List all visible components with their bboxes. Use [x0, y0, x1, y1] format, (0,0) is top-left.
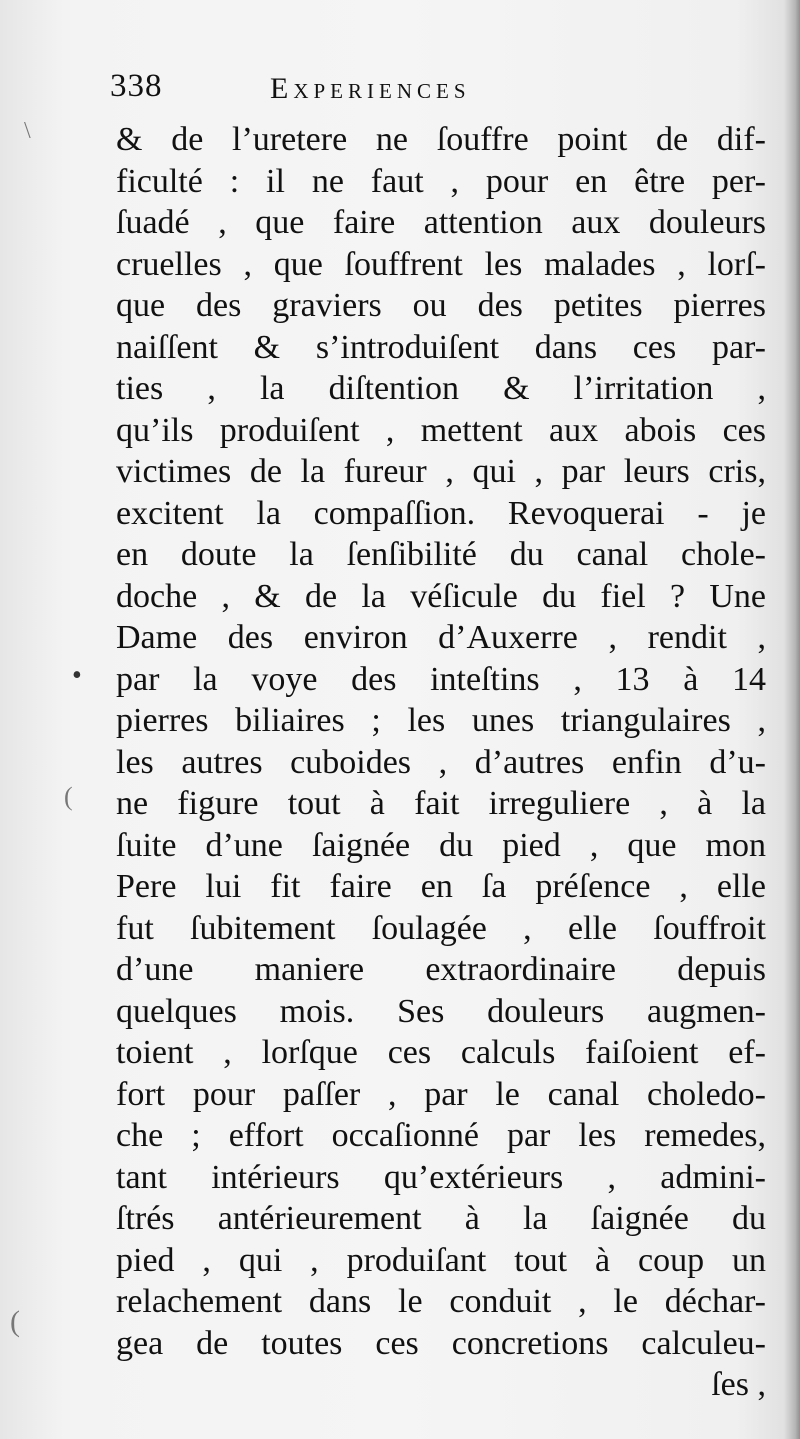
text-line: par la voye des inteſtins , 13 à 14 [116, 660, 766, 698]
text-line: che ; effort occaſionné par les remedes, [116, 1117, 766, 1154]
text-line: cruelles , que ſouffrent les malades , lorſ- [116, 245, 766, 283]
text-line: naiſſent & s’introduiſent dans ces par- [116, 328, 766, 366]
margin-speck: ( [10, 1305, 20, 1338]
text-line: excitent la compaſſion. Revoquerai - je [116, 494, 766, 532]
body-text [116, 119, 766, 1406]
text-line: d’une maniere extraordinaire depuis [116, 951, 766, 988]
text-line: toient , lorſque ces calculs faiſoient ef- [116, 1034, 766, 1071]
text-line: ſuadé , que faire attention aux douleurs [116, 204, 766, 241]
text-line: que des graviers ou des petites pierres [116, 287, 766, 324]
text-line: les autres cuboides , d’autres enfin d’u- [116, 743, 766, 781]
margin-speck: \ [24, 118, 31, 144]
text-line: & de l’uretere ne ſouffre point de dif- [116, 121, 766, 158]
text-line: fort pour paſſer , par le canal choledo- [116, 1075, 766, 1113]
text-line-catchword: ſes , [711, 1366, 766, 1403]
text-line: ties , la diſtention & l’irritation , [116, 370, 766, 407]
margin-speck: ( [64, 782, 73, 811]
text-line: ſuite d’une ſaignée du pied , que mon [116, 826, 766, 864]
page-header [110, 68, 630, 116]
text-line: pied , qui , produiſant tout à coup un [116, 1241, 766, 1279]
text-line: fut ſubitement ſoulagée , elle ſouffroit [116, 909, 766, 947]
text-line: en doute la ſenſibilité du canal chole- [116, 536, 766, 573]
text-line: victimes de la fureur , qui , par leurs cris, [116, 453, 766, 490]
text-line: tant intérieurs qu’extérieurs , admini- [116, 1158, 766, 1196]
text-line: qu’ils produiſent , mettent aux abois ces [116, 411, 766, 449]
text-line: doche , & de la véſicule du fiel ? Une [116, 577, 766, 615]
running-head: Experiences [270, 72, 471, 105]
text-line: quelques mois. Ses douleurs augmen- [116, 992, 766, 1030]
text-line: relachement dans le conduit , le déchar- [116, 1283, 766, 1320]
page-edge-shadow [784, 0, 800, 1439]
text-line: Pere lui fit faire en ſa préſence , elle [116, 868, 766, 905]
text-line: ne figure tout à fait irreguliere , à la [116, 785, 766, 822]
text-line: gea de toutes ces concretions calculeu- [116, 1324, 766, 1362]
margin-speck: • [72, 660, 82, 691]
text-line: Dame des environ d’Auxerre , rendit , [116, 619, 766, 656]
page-number: 338 [110, 68, 163, 104]
text-line: ſtrés antérieurement à la ſaignée du [116, 1200, 766, 1237]
text-line: ficulté : il ne faut , pour en être per- [116, 162, 766, 200]
text-line: pierres biliaires ; les unes triangulaires , [116, 702, 766, 739]
